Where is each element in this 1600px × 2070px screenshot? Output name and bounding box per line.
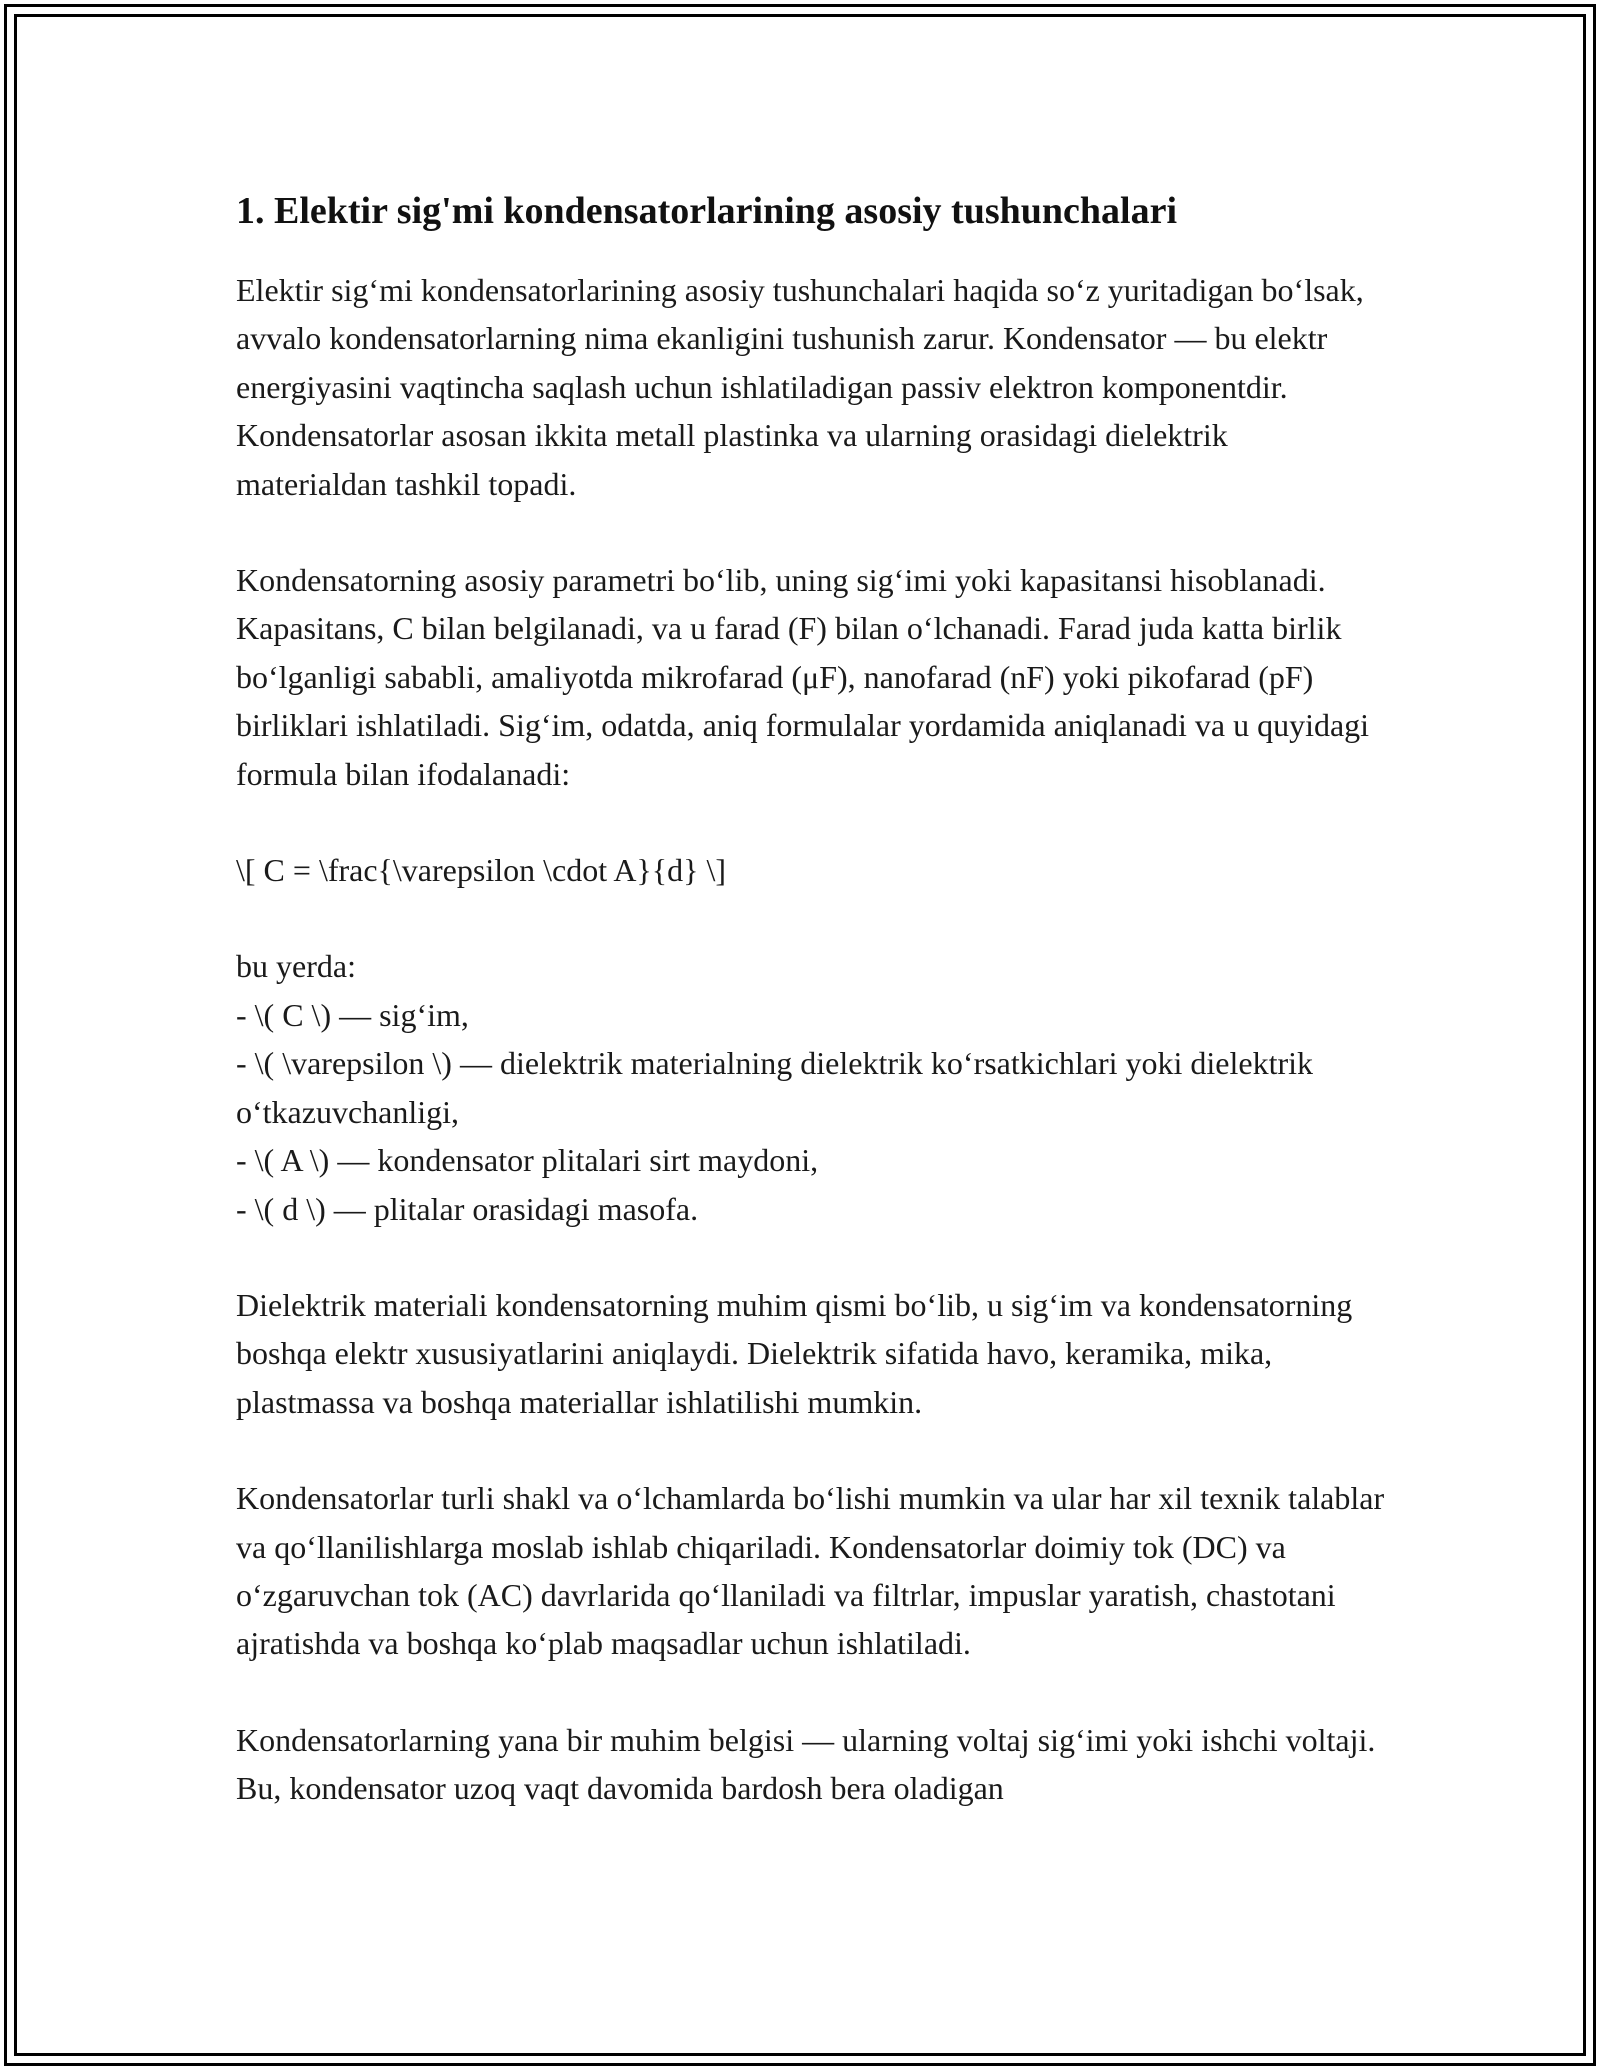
paragraph-types: Kondensatorlar turli shakl va o‘lchamlarda bo‘lishi mumkin va ular har xil texnik talablar va qo‘llanilishlarga moslab ishlab chiqariladi. Kondensatorlar doimiy tok (DC) va o‘zgaruvchan tok (AC) davrlarida qo‘llaniladi va filtrlar, impuslar yaratish, chastotani ajratishda va boshqa ko‘plab maqsadlar uchun ishlatiladi. — [236, 1480, 1385, 1662]
document-body — [236, 186, 1386, 1861]
definition-item: - \( d \) — plitalar orasidagi masofa. — [236, 1190, 699, 1227]
section-heading: 1. Elektir sig'mi kondensatorlarining asosiy tushunchalari — [236, 190, 1178, 232]
definition-item: - \( \varepsilon \) — dielektrik materialning dielektrik ko‘rsatkichlari yoki dielektrik o‘tkazuvchanligi, — [236, 1045, 1314, 1130]
definitions-intro: bu yerda: — [236, 948, 356, 985]
definition-item: - \( C \) — sig‘im, — [236, 996, 469, 1033]
definitions-list — [236, 942, 1386, 1232]
paragraph-dielectric: Dielektrik materiali kondensatorning muhim qismi bo‘lib, u sig‘im va kondensatorning boshqa elektr xususiyatlarini aniqlaydi. Dielektrik sifatida havo, keramika, mika, plastmassa va boshqa materiallar ishlatilishi mumkin. — [236, 1286, 1353, 1420]
formula: \[ C = \frac{\varepsilon \cdot A}{d} \] — [236, 852, 727, 889]
paragraph-voltage: Kondensatorlarning yana bir muhim belgisi — ularning voltaj sig‘imi yoki ishchi voltaji. Bu, kondensator uzoq vaqt davomida bardosh bera oladigan — [236, 1721, 1376, 1807]
paragraph-capacitance: Kondensatorning asosiy parametri bo‘lib, uning sig‘imi yoki kapasitansi hisoblanadi. Kapasitans, C bilan belgilanadi, va u farad (F) bilan o‘lchanadi. Farad juda katta birlik bo‘lganligi sababli, amaliyotda mikrofarad (μF), nanofarad (nF) yoki pikofarad (pF) birliklari ishlatiladi. Sig‘im, odatda, aniq formulalar yordamida aniqlanadi va u quyidagi formula bilan ifodalanadi: — [236, 562, 1370, 792]
paragraph-intro: Elektir sig‘mi kondensatorlarining asosiy tushunchalari haqida so‘z yuritadigan bo‘lsak, avvalo kondensatorlarning nima ekanligini tushunish zarur. Kondensator — bu elektr energiyasini vaqtincha saqlash uchun ishlatiladigan passiv elektron komponentdir. Kondensatorlar asosan ikkita metall plastinka va ularning orasidagi dielektrik materialdan tashkil topadi. — [236, 272, 1364, 502]
definition-item: - \( A \) — kondensator plitalari sirt maydoni, — [236, 1142, 819, 1179]
